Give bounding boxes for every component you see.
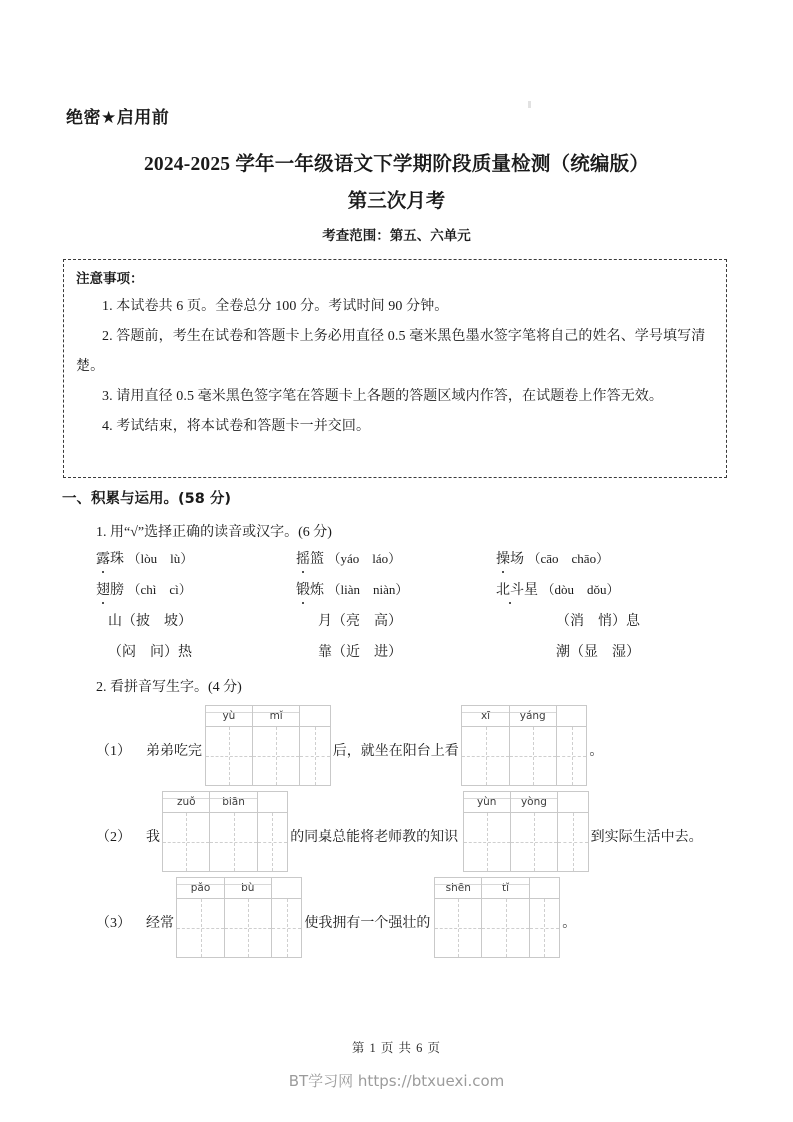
pinyin-row-filler bbox=[530, 878, 560, 898]
character-write-box[interactable] bbox=[258, 813, 288, 871]
tianzige-answer-grid[interactable] bbox=[434, 877, 560, 958]
character-box-row bbox=[177, 899, 301, 957]
item-number-label: （2） bbox=[96, 830, 131, 845]
tianzige-answer-grid[interactable] bbox=[461, 705, 587, 786]
sentence-text: 。 bbox=[562, 916, 577, 931]
sentence-text: 的同桌总能将老师教的知识 bbox=[290, 830, 459, 845]
character-write-box[interactable] bbox=[530, 899, 560, 957]
word-remainder: 篮 bbox=[310, 552, 324, 567]
character-write-box[interactable] bbox=[253, 727, 300, 785]
pinyin-hint-cell: yù bbox=[206, 706, 253, 726]
pinyin-options[interactable]: （cāo chāo） bbox=[527, 551, 610, 566]
question-1-choice-grid bbox=[96, 548, 736, 672]
pinyin-hint-cell: biān bbox=[210, 792, 257, 812]
character-write-box[interactable] bbox=[557, 727, 587, 785]
pinyin-choice-item[interactable] bbox=[96, 548, 296, 568]
item-number-label: （1） bbox=[96, 744, 131, 759]
choice-row bbox=[96, 548, 736, 579]
word-with-dot-marker bbox=[496, 583, 538, 598]
page-title: 2024-2025 学年一年级语文下学期阶段质量检测（统编版） bbox=[143, 154, 650, 175]
choice-row bbox=[96, 579, 736, 610]
word-remainder: 膀 bbox=[110, 583, 124, 598]
pinyin-row-filler bbox=[557, 706, 587, 726]
pinyin-hint-cell: xī bbox=[462, 706, 509, 726]
character-choice-item[interactable]: 月（亮 高） bbox=[318, 614, 402, 629]
character-write-box[interactable] bbox=[462, 727, 509, 785]
character-write-box[interactable] bbox=[163, 813, 210, 871]
sentence-text: 使我拥有一个强壮的 bbox=[304, 916, 431, 931]
notice-item: 1. 本试卷共 6 页。全卷总分 100 分。考试时间 90 分钟。 bbox=[102, 299, 449, 314]
pinyin-hint-cell: yùn bbox=[464, 792, 511, 812]
notice-item-list bbox=[76, 292, 714, 442]
pinyin-options[interactable]: （lòu lù） bbox=[127, 551, 194, 566]
tianzige-answer-grid[interactable] bbox=[176, 877, 302, 958]
pinyin-choice-item[interactable] bbox=[296, 548, 496, 568]
dot-marked-char: 锻 bbox=[296, 579, 310, 599]
sentence-text: 后，就坐在阳台上看 bbox=[332, 744, 459, 759]
pinyin-hint-cell: mǐ bbox=[253, 706, 300, 726]
scan-artifact-mark bbox=[528, 101, 531, 108]
character-box-row bbox=[163, 813, 287, 871]
page-subtitle: 第三次月考 bbox=[347, 191, 446, 212]
pinyin-hint-cell: bù bbox=[225, 878, 272, 898]
character-box-row bbox=[464, 813, 588, 871]
question-2-item-1 bbox=[96, 703, 746, 789]
pinyin-options[interactable]: （yáo láo） bbox=[327, 551, 402, 566]
character-write-box[interactable] bbox=[177, 899, 224, 957]
word-remainder: 炼 bbox=[310, 583, 324, 598]
question-1-heading: 1. 用“√”选择正确的读音或汉字。(6 分) bbox=[96, 525, 332, 540]
pinyin-options[interactable]: （dòu dǒu） bbox=[541, 582, 620, 597]
tianzige-answer-grid[interactable] bbox=[463, 791, 589, 872]
sentence-text: 。 bbox=[589, 744, 604, 759]
pinyin-hint-cell: yáng bbox=[510, 706, 557, 726]
pinyin-hint-cell: shēn bbox=[435, 878, 482, 898]
character-box-row bbox=[462, 727, 586, 785]
dot-marked-char: 北斗 bbox=[496, 579, 524, 599]
word-with-dot-marker bbox=[296, 583, 324, 598]
sentence-text: 到实际生活中去。 bbox=[590, 830, 703, 845]
sentence-text: 经常 bbox=[146, 916, 174, 931]
character-write-box[interactable] bbox=[435, 899, 482, 957]
choice-row bbox=[96, 641, 736, 672]
pinyin-hint-row bbox=[163, 792, 287, 813]
word-with-dot-marker bbox=[496, 552, 524, 567]
pinyin-hint-cell: tǐ bbox=[482, 878, 529, 898]
word-remainder: 珠 bbox=[110, 552, 124, 567]
character-write-box[interactable] bbox=[206, 727, 253, 785]
character-write-box[interactable] bbox=[210, 813, 257, 871]
word-with-dot-marker bbox=[296, 552, 324, 567]
character-choice-item[interactable]: 潮（显 湿） bbox=[556, 645, 640, 660]
notice-title: 注意事项： bbox=[76, 271, 144, 287]
page-number-footer: 第 1 页 共 6 页 bbox=[351, 1041, 442, 1055]
character-write-box[interactable] bbox=[464, 813, 511, 871]
character-write-box[interactable] bbox=[225, 899, 272, 957]
dot-marked-char: 露 bbox=[96, 548, 110, 568]
pinyin-hint-row bbox=[462, 706, 586, 727]
pinyin-options[interactable]: （liàn niàn） bbox=[327, 582, 409, 597]
pinyin-row-filler bbox=[558, 792, 588, 812]
word-with-dot-marker bbox=[96, 583, 124, 598]
item-number-label: （3） bbox=[96, 916, 131, 931]
pinyin-hint-cell: yòng bbox=[511, 792, 558, 812]
character-box-row bbox=[206, 727, 330, 785]
secret-notice-label: 绝密★启用前 bbox=[66, 108, 170, 128]
notice-item: 4. 考试结束，将本试卷和答题卡一并交回。 bbox=[102, 419, 371, 434]
character-choice-item[interactable]: （消 悄）息 bbox=[556, 614, 640, 629]
character-write-box[interactable] bbox=[300, 727, 330, 785]
pinyin-row-filler bbox=[300, 706, 330, 726]
word-with-dot-marker bbox=[96, 552, 124, 567]
pinyin-row-filler bbox=[258, 792, 288, 812]
word-remainder: 场 bbox=[510, 552, 524, 567]
notice-item: 2. 答题前，考生在试卷和答题卡上务必用直径 0.5 毫米黑色墨水签字笔将自己的姓名、学号填写清楚。 bbox=[76, 329, 706, 374]
notice-item: 3. 请用直径 0.5 毫米黑色签字笔在答题卡上各题的答题区域内作答，在试题卷上作答无效。 bbox=[102, 389, 663, 404]
exam-scope-label: 考查范围：第五、六单元 bbox=[322, 228, 471, 243]
pinyin-hint-cell: zuǒ bbox=[163, 792, 210, 812]
pinyin-hint-row bbox=[435, 878, 559, 899]
question-2-item-3 bbox=[96, 875, 746, 961]
pinyin-options[interactable]: （chì cì） bbox=[127, 582, 192, 597]
sentence-text: 弟弟吃完 bbox=[146, 744, 202, 759]
character-box-row bbox=[435, 899, 559, 957]
tianzige-answer-grid[interactable] bbox=[162, 791, 288, 872]
character-choice-item[interactable]: 山（披 坡） bbox=[108, 614, 192, 629]
pinyin-hint-cell: pǎo bbox=[177, 878, 224, 898]
character-choice-item[interactable]: 靠（近 进） bbox=[318, 645, 402, 660]
character-write-box[interactable] bbox=[511, 813, 558, 871]
character-write-box[interactable] bbox=[510, 727, 557, 785]
question-2-heading: 2. 看拼音写生字。(4 分) bbox=[96, 680, 242, 695]
word-remainder: 星 bbox=[524, 583, 538, 598]
sentence-text: 我 bbox=[146, 830, 160, 845]
pinyin-choice-item[interactable] bbox=[496, 579, 696, 599]
pinyin-hint-row bbox=[177, 878, 301, 899]
site-watermark: BT学习网 https://btxuexi.com bbox=[288, 1072, 505, 1090]
character-write-box[interactable] bbox=[558, 813, 588, 871]
pinyin-choice-item[interactable] bbox=[296, 579, 496, 599]
notice-box bbox=[63, 259, 727, 478]
dot-marked-char: 摇 bbox=[296, 548, 310, 568]
pinyin-hint-row bbox=[464, 792, 588, 813]
character-choice-item[interactable]: （闷 问）热 bbox=[108, 645, 192, 660]
dot-marked-char: 操 bbox=[496, 548, 510, 568]
tianzige-answer-grid[interactable] bbox=[205, 705, 331, 786]
choice-row bbox=[96, 610, 736, 641]
pinyin-choice-item[interactable] bbox=[496, 548, 696, 568]
pinyin-choice-item[interactable] bbox=[96, 579, 296, 599]
section-heading-accumulation: 一、积累与运用。(58 分) bbox=[62, 491, 231, 507]
pinyin-row-filler bbox=[272, 878, 302, 898]
dot-marked-char: 翅 bbox=[96, 579, 110, 599]
pinyin-hint-row bbox=[206, 706, 330, 727]
character-write-box[interactable] bbox=[482, 899, 529, 957]
character-write-box[interactable] bbox=[272, 899, 302, 957]
question-2-item-2 bbox=[96, 789, 746, 875]
